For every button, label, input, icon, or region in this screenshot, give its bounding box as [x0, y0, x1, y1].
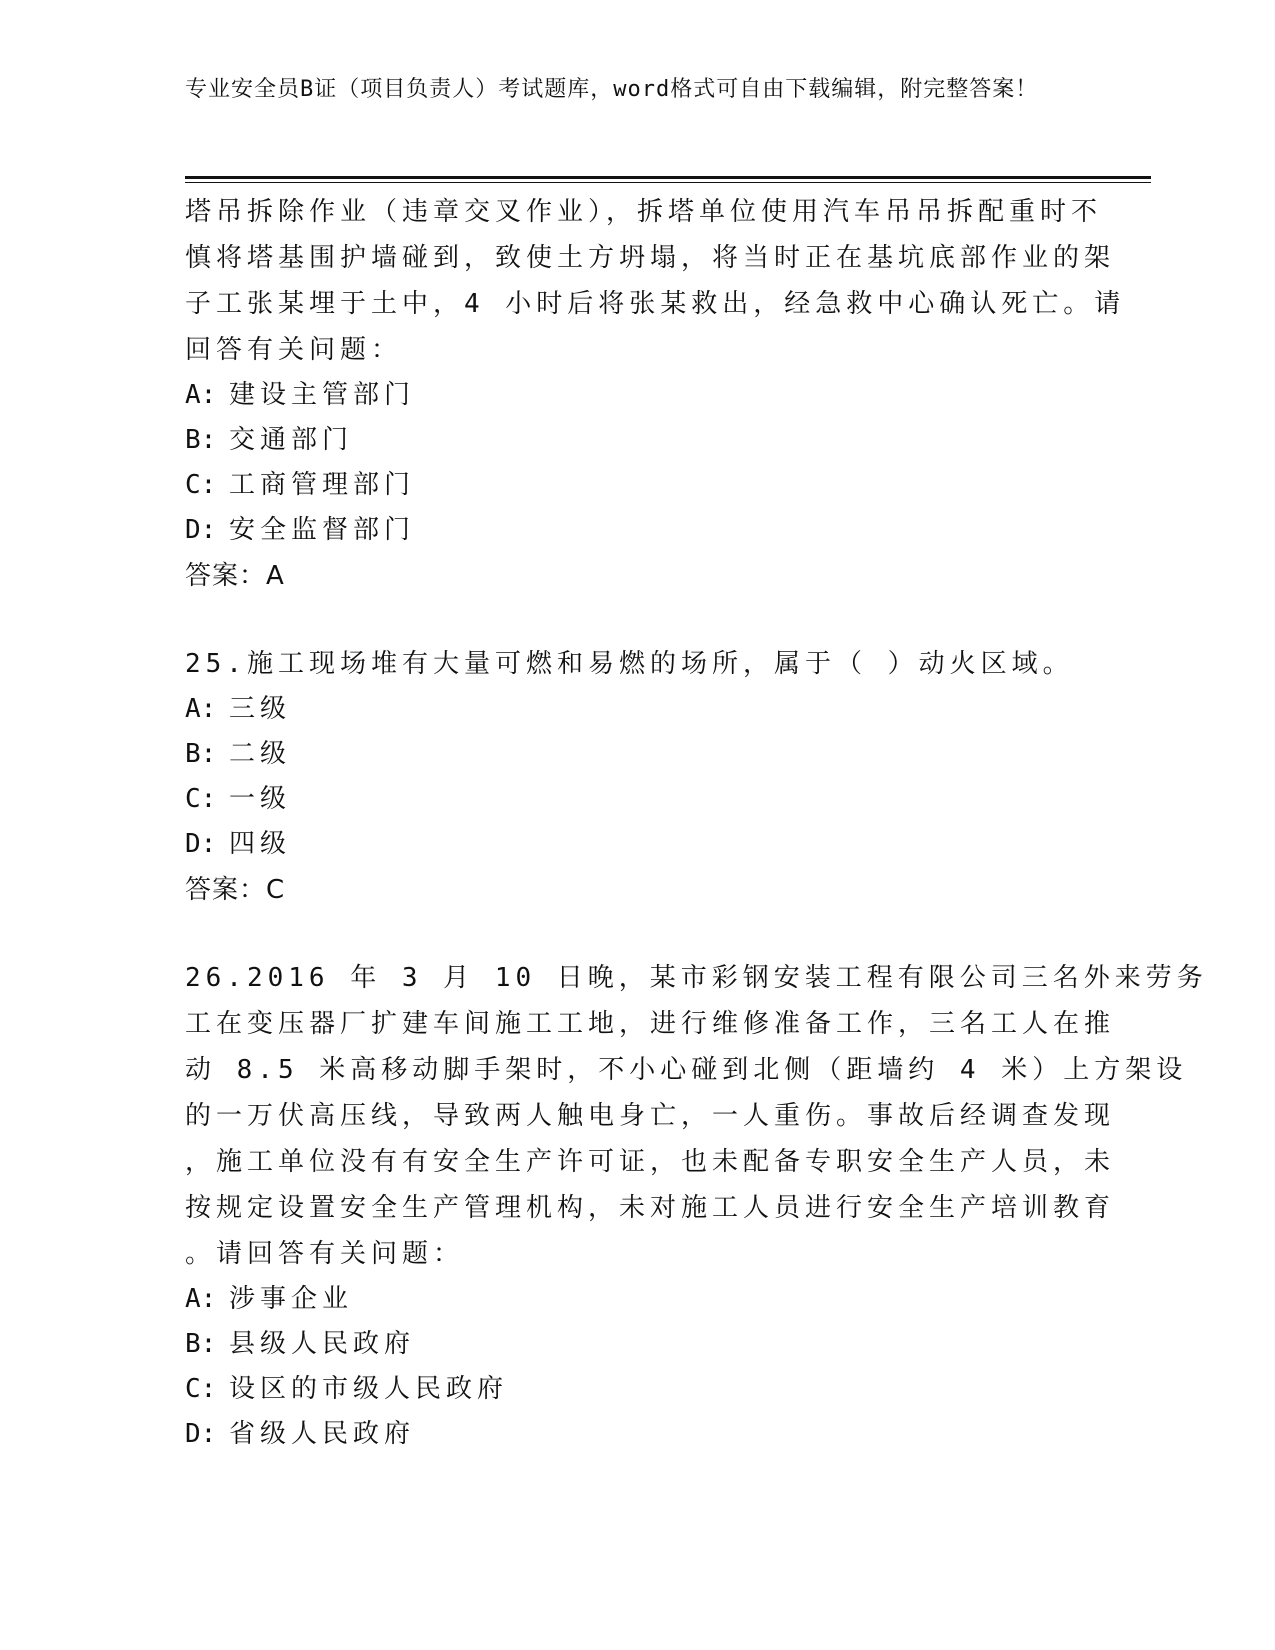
answer-line: 答案：C — [185, 875, 286, 905]
question-stem-line: 动 8.5 米高移动脚手架时，不小心碰到北侧（距墙约 4 米）上方架设 — [185, 1055, 1188, 1085]
question-stem-line: 。请回答有关问题： — [185, 1239, 465, 1269]
option-text: 二级 — [229, 739, 292, 769]
header-rule-thin — [185, 182, 1151, 183]
option-b — [185, 1322, 1085, 1367]
option-a — [185, 1277, 1085, 1322]
option-text: 县级人民政府 — [229, 1329, 416, 1359]
option-letter: D: — [185, 829, 217, 859]
option-letter: C: — [185, 1374, 217, 1404]
option-letter: D: — [185, 515, 217, 545]
option-text: 四级 — [229, 829, 292, 859]
document-header: 专业安全员B证（项目负责人）考试题库，word格式可自由下载编辑，附完整答案！ — [185, 77, 1039, 102]
document-body — [185, 189, 1208, 1457]
option-c — [185, 463, 1085, 508]
option-c — [185, 777, 1085, 822]
option-a — [185, 373, 1085, 418]
question-stem-line: 工在变压器厂扩建车间施工工地，进行维修准备工作，三名工人在推 — [185, 1009, 1116, 1039]
option-text: 涉事企业 — [229, 1284, 354, 1314]
option-letter: A: — [185, 1284, 217, 1314]
question-stem-line: 26.2016 年 3 月 10 日晚，某市彩钢安装工程有限公司三名外来劳务 — [185, 963, 1208, 993]
question-stem-line: 按规定设置安全生产管理机构，未对施工人员进行安全生产培训教育 — [185, 1193, 1116, 1223]
option-letter: B: — [185, 739, 217, 769]
option-text: 交通部门 — [229, 425, 354, 455]
option-d — [185, 822, 1085, 867]
option-letter: D: — [185, 1419, 217, 1449]
question-stem-line: 塔吊拆除作业（违章交叉作业），拆塔单位使用汽车吊吊拆配重时不 — [185, 197, 1103, 227]
option-text: 三级 — [229, 694, 292, 724]
option-d — [185, 1412, 1085, 1457]
option-letter: A: — [185, 694, 217, 724]
question-block — [185, 955, 1208, 1457]
option-letter: B: — [185, 1329, 217, 1359]
option-letter: B: — [185, 425, 217, 455]
option-c — [185, 1367, 1085, 1412]
answer-line: 答案：A — [185, 561, 285, 591]
spacer — [185, 599, 1085, 641]
option-text: 安全监督部门 — [229, 515, 416, 545]
question-stem-line: 25.施工现场堆有大量可燃和易燃的场所，属于（ ）动火区域。 — [185, 649, 1074, 679]
question-stem-line: 慎将塔基围护墙碰到，致使土方坍塌，将当时正在基坑底部作业的架 — [185, 243, 1116, 273]
option-letter: C: — [185, 470, 217, 500]
option-text: 设区的市级人民政府 — [229, 1374, 509, 1404]
option-text: 工商管理部门 — [229, 470, 416, 500]
option-text: 建设主管部门 — [229, 380, 416, 410]
option-letter: A: — [185, 380, 217, 410]
option-d — [185, 508, 1085, 553]
option-b — [185, 418, 1085, 463]
question-block — [185, 189, 1126, 599]
option-text: 一级 — [229, 784, 292, 814]
question-stem-line: ，施工单位没有有安全生产许可证，也未配备专职安全生产人员，未 — [185, 1147, 1116, 1177]
option-letter: C: — [185, 784, 217, 814]
option-text: 省级人民政府 — [229, 1419, 416, 1449]
question-block — [185, 641, 1085, 913]
header-rule-thick — [185, 176, 1151, 179]
option-a — [185, 687, 1085, 732]
option-b — [185, 732, 1085, 777]
question-stem-line: 回答有关问题： — [185, 335, 403, 365]
question-stem-line: 的一万伏高压线，导致两人触电身亡，一人重伤。事故后经调查发现 — [185, 1101, 1116, 1131]
spacer — [185, 913, 1085, 955]
question-stem-line: 子工张某埋于土中，4 小时后将张某救出，经急救中心确认死亡。请 — [185, 289, 1126, 319]
